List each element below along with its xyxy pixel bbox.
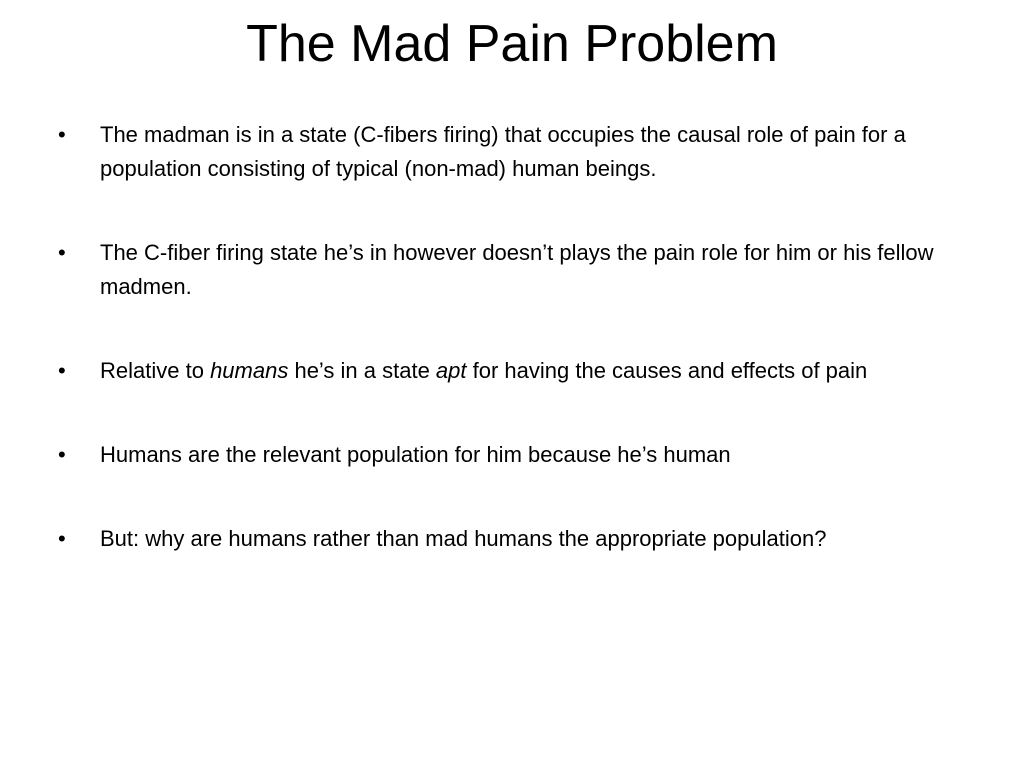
bullet-item [58,354,958,388]
bullet-item [58,438,958,472]
bullet-list [58,118,958,606]
bullet-point-icon: • [58,526,66,551]
bullet-item [58,236,958,304]
bullet-point-icon: • [58,358,66,383]
bullet-text-segment: Relative to [100,358,211,383]
bullet-text-mixed [100,358,867,383]
bullet-item [58,522,958,556]
bullet-text: The C-fiber firing state he’s in however doesn’t plays the pain role for him or his fellow madmen. [100,240,934,299]
slide-title: The Mad Pain Problem [246,15,778,73]
bullet-point-icon: • [58,442,66,467]
bullet-point-icon: • [58,122,66,147]
bullet-item [58,118,958,186]
bullet-text: The madman is in a state (C-fibers firing) that occupies the causal role of pain for a population consisting of typical (non-mad) human beings. [100,122,906,181]
bullet-point-icon: • [58,240,66,265]
bullet-text-emphasis: apt [435,358,467,383]
bullet-text-segment: for having the causes and effects of pain [466,358,868,383]
bullet-text: Humans are the relevant population for him because he’s human [100,442,731,467]
bullet-text-emphasis: humans [210,358,289,383]
bullet-text: But: why are humans rather than mad humans the appropriate population? [100,526,827,551]
bullet-text-segment: he’s in a state [288,358,436,383]
